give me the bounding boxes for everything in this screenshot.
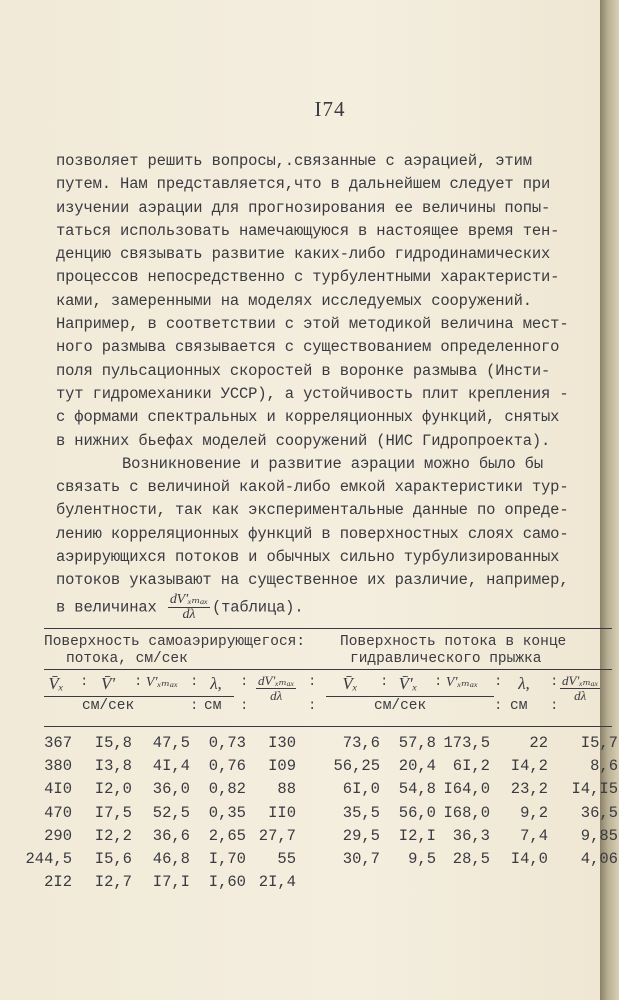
table-cell: 23,2: [510, 780, 548, 799]
table-cell: 36,6: [152, 826, 190, 845]
fraction-numerator: dV'ₓₘₐₓ: [258, 673, 295, 688]
units-underline: [326, 696, 494, 697]
text-line: Например, в соответствии с этой методикой величина мест-: [56, 315, 569, 334]
text-line: ного размыва связывается с существованием определенного: [56, 338, 560, 357]
table-cell: I09: [268, 757, 296, 776]
table-cell: 30,7: [342, 849, 380, 868]
left-group-subtitle: потока, см/сек: [66, 651, 188, 667]
text-line: позволяет решить вопросы,.связанные с аэрацией, этим: [56, 152, 532, 170]
table-row: [44, 826, 618, 850]
table-cell: 73,6: [342, 734, 380, 752]
col-header-vxmax: V'ₓₘₐₓ: [145, 675, 179, 690]
table-cell: 55: [277, 849, 296, 868]
table-cell: 57,8: [398, 734, 436, 752]
table-cell: I5,6: [94, 849, 132, 868]
column-separator: :: [434, 674, 443, 690]
column-separator: :: [134, 674, 143, 690]
units-underline: [44, 696, 234, 697]
table-cell: I5,7: [580, 734, 618, 752]
table-cell: 36,5: [580, 803, 618, 822]
table-cell: 27,7: [258, 826, 296, 845]
table-cell: 54,8: [398, 780, 436, 799]
column-separator: :: [240, 698, 249, 714]
text-line: Возникновение и развитие аэрации можно было бы: [122, 454, 543, 473]
column-separator: :: [550, 698, 559, 714]
table-cell: 0,73: [208, 734, 246, 752]
table-cell: 2I,4: [258, 873, 296, 892]
table-units-rule: [44, 726, 612, 727]
table-cell: 0,76: [208, 757, 246, 776]
units-label: см/сек: [374, 698, 427, 714]
text-line: аэрирующихся потоков и обычных сильно турбулизированных: [56, 548, 560, 567]
table-cell: I2,2: [94, 826, 132, 845]
text-line: поля пульсационных скоростей в воронке размыва (Инсти-: [56, 361, 551, 380]
text-line: путем. Нам представляется,что в дальнейшем следует при: [56, 175, 551, 194]
table-cell: 29,5: [342, 826, 380, 845]
table-row: [44, 803, 618, 827]
text-line: тут гидромеханики УССР), а устойчивость плит крепления -: [56, 384, 569, 403]
table-cell: 6I,2: [452, 757, 490, 776]
table-cell: I64,0: [443, 780, 490, 799]
table-cell: I,60: [208, 873, 246, 892]
table-body: [25, 734, 618, 896]
col-header-lambda: λ,: [210, 674, 222, 693]
table-cell: 56,0: [398, 803, 436, 822]
table-cell: 6I,0: [342, 780, 380, 799]
right-group-subtitle: гидравлического прыжка: [350, 651, 542, 667]
fraction-denominator: dλ: [270, 688, 283, 703]
table-cell: I5,8: [94, 734, 132, 752]
derivative-fraction: [256, 674, 296, 703]
table-cell: I2,0: [94, 780, 132, 799]
col-header-derivative: [254, 674, 298, 703]
column-separator: :: [240, 674, 249, 690]
text-line: с формами спектральных и корреляционных функций, снятых: [56, 408, 560, 427]
text-line: булентности, так как экспериментальные данные по опреде-: [56, 501, 569, 520]
text-line: изучении аэрации для прогнозирования ее величины попы-: [56, 198, 551, 217]
text-line: лению корреляционных функций в поверхностных слоях само-: [56, 524, 569, 543]
table-cell: I7,5: [94, 803, 132, 822]
table-row: [44, 780, 618, 803]
col-header-vxmax-right: V'ₓₘₐₓ: [445, 675, 479, 690]
table-cell: I2,7: [94, 873, 132, 892]
table-cell: I7,I: [152, 873, 190, 892]
table-cell: I30: [268, 734, 296, 752]
column-separator: :: [80, 674, 89, 690]
table-cell: 4I0: [44, 780, 72, 799]
column-separator: :: [380, 674, 389, 690]
col-header-v-right: V̄'ₓ: [398, 674, 418, 693]
column-header-row: [44, 670, 612, 720]
text-line: процессов непосредственно с турбулентными характеристи-: [56, 268, 560, 287]
table-cell: 0,35: [208, 803, 246, 822]
text-line: связать с величиной какой-либо емкой характеристики тур-: [56, 478, 569, 497]
table-row: [44, 734, 618, 757]
table-cell: 56,25: [333, 757, 380, 776]
table-cell: 4,06: [580, 849, 618, 868]
table-cell: 36,0: [152, 780, 190, 799]
text-line: потоков указывают на существенное их различие, например,: [56, 571, 569, 590]
table-group-header: [44, 629, 612, 669]
col-header-lambda-right: λ,: [518, 674, 530, 693]
table-cell: 22: [529, 734, 548, 752]
table-cell: 88: [277, 780, 296, 799]
table-cell: 2I2: [44, 873, 72, 892]
text-fragment: в величинах: [56, 598, 157, 617]
derivative-fraction: [560, 674, 600, 703]
table-cell: 0,82: [208, 780, 246, 799]
table-cell: I4,0: [510, 849, 548, 868]
text-line: денцию связывать развитие каких-либо гидродинамических: [56, 245, 551, 264]
table-cell: 290: [44, 826, 72, 845]
table-cell: 367: [44, 734, 72, 752]
col-header-vx-right: V̄ₓ: [342, 674, 358, 693]
table-cell: 244,5: [25, 849, 72, 868]
fraction-denominator: dλ: [182, 606, 196, 622]
table-cell: I3,8: [94, 757, 132, 776]
table-cell: 8,6: [590, 757, 618, 776]
table-cell: 20,4: [398, 757, 436, 776]
table-cell: 47,5: [152, 734, 190, 752]
units-label: см/сек: [82, 698, 135, 714]
derivative-fraction: [168, 593, 210, 622]
table-cell: 380: [44, 757, 72, 776]
col-header-derivative-right: [558, 674, 602, 703]
table-cell: 9,5: [408, 849, 436, 868]
table-cell: 173,5: [443, 734, 490, 752]
table-cell: 46,8: [152, 849, 190, 868]
column-separator: :: [308, 674, 317, 690]
table-cell: I4,2: [510, 757, 548, 776]
table-cell: 28,5: [452, 849, 490, 868]
fraction-numerator: dV'ₓₘₐₓ: [562, 673, 599, 688]
table-row: [25, 849, 618, 873]
column-separator: :: [190, 674, 199, 690]
text-line: ками, замеренными на моделях исследуемых сооружений.: [56, 291, 532, 310]
table-cell: 470: [44, 803, 72, 822]
table-cell: 9,85: [580, 826, 618, 845]
data-table: [25, 628, 618, 892]
column-separator: :: [308, 698, 317, 714]
table-cell: 9,2: [520, 803, 548, 822]
text-fragment: (таблица).: [211, 598, 304, 617]
table-cell: I2,I: [398, 826, 436, 845]
column-separator: :: [494, 698, 503, 714]
table-cell: 2,65: [208, 826, 246, 845]
column-separator: :: [550, 674, 559, 690]
table-cell: I68,0: [443, 803, 490, 822]
right-group-title: Поверхность потока в конце: [340, 634, 567, 650]
col-header-v: V̄': [100, 674, 116, 693]
text-line: в нижних бьефах моделей сооружений (НИС Гидропроекта).: [56, 431, 551, 450]
body-text: [56, 150, 596, 622]
table-cell: 4I,4: [152, 757, 190, 776]
page-number: I74: [314, 97, 346, 121]
table-cell: I4,I5: [571, 780, 618, 799]
units-label: см: [510, 698, 528, 714]
table-cell: I,70: [208, 849, 246, 868]
table-cell: 36,3: [452, 826, 490, 845]
table-cell: II0: [268, 803, 296, 822]
fraction-denominator: dλ: [574, 688, 587, 703]
text-line: таться использовать намечающуюся в настоящее время тен-: [56, 221, 560, 240]
table-row: [44, 873, 612, 896]
table-cell: 7,4: [520, 826, 548, 845]
units-label: см: [204, 698, 222, 714]
text-line-with-formula: [56, 591, 596, 622]
column-separator: :: [190, 698, 199, 714]
col-header-vx: V̄ₓ: [48, 674, 64, 693]
column-separator: :: [494, 674, 503, 690]
table-row: [44, 757, 618, 780]
table-cell: 52,5: [152, 803, 190, 822]
table-cell: 35,5: [342, 803, 380, 822]
left-group-title: Поверхность самоаэрирующегося:: [44, 634, 306, 650]
fraction-numerator: dV'ₓₘₐₓ: [169, 591, 208, 607]
